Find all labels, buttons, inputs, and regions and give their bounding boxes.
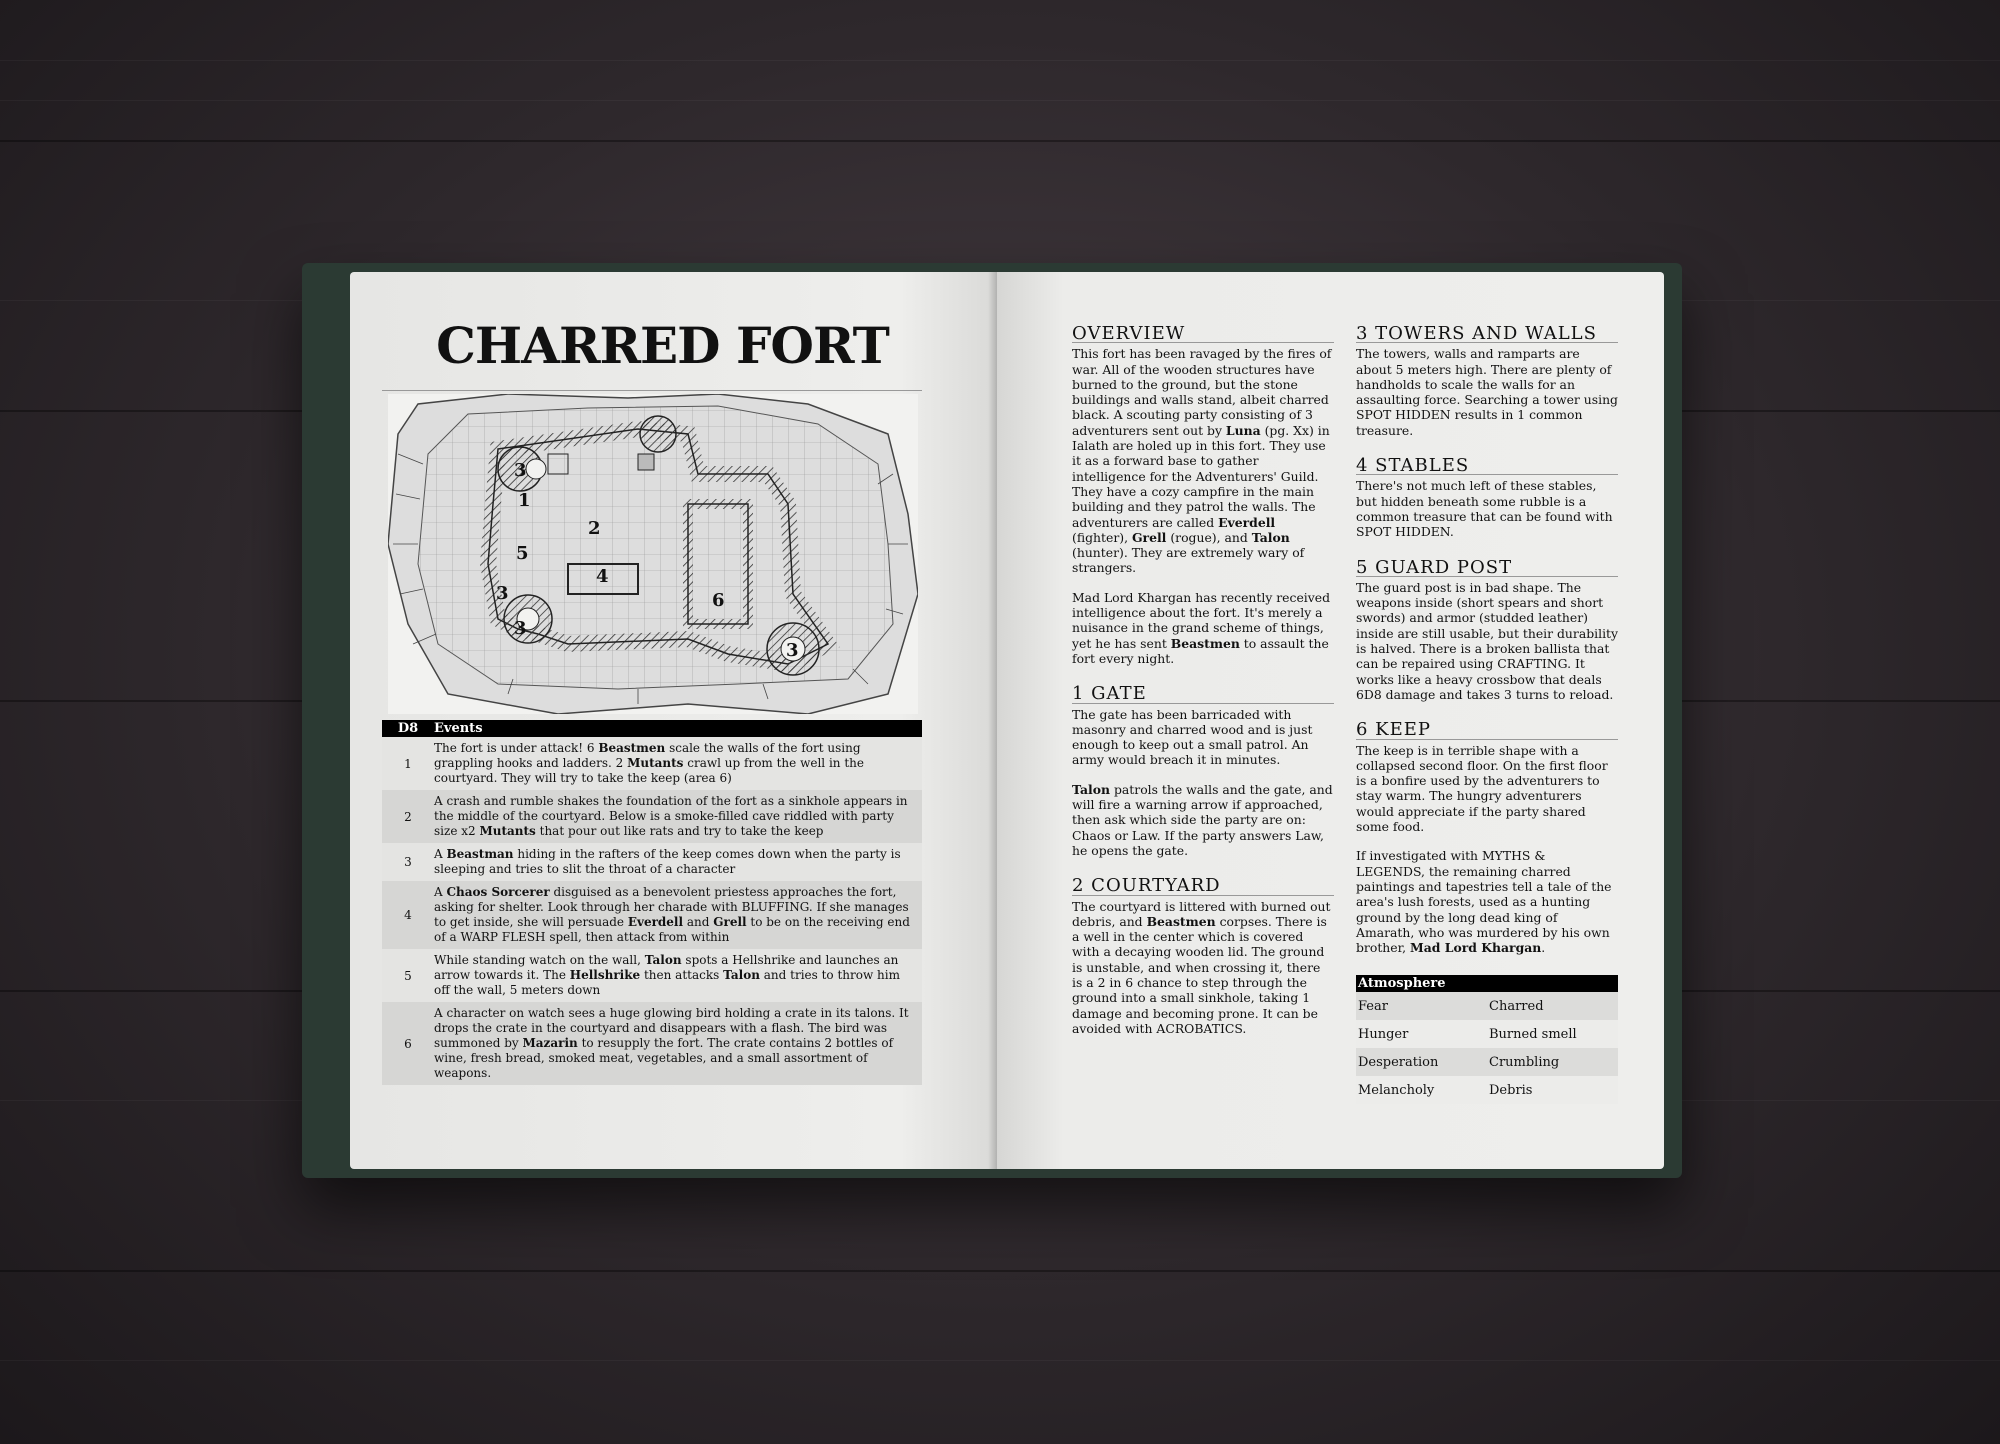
bold-name: Talon — [723, 968, 760, 982]
bold-name: Beastmen — [598, 741, 666, 755]
atmosphere-sense: Charred — [1489, 998, 1544, 1014]
events-table-header — [382, 720, 922, 737]
event-text: The fort is under attack! 6 Beastmen scale the walls of the fort using grappling hooks and ladders. 2 Mutants crawl up from the well in the courtyard. They will try to take the keep (area 6) — [434, 741, 864, 785]
map-label: 6 — [712, 590, 725, 611]
bold-name: Mazarin — [522, 1036, 578, 1050]
event-text: A crash and rumble shakes the foundation of the fort as a sinkhole appears in the middle of the courtyard. Below is a smoke-filled cave riddled with party size x2 Mutants that pour out like rats and try to take the keep — [434, 794, 908, 838]
section-heading: 3 TOWERS AND WALLS — [1356, 326, 1618, 343]
header-events: Events — [434, 721, 483, 736]
bold-name: Everdell — [627, 915, 684, 929]
section-stables — [1356, 455, 1618, 540]
courtyard-paragraph: The courtyard is littered with burned out debris, and Beastmen corpses. There is a well in the center which is covered with a decaying wooden lid. The ground is unstable, and when crossing it, there is a 2 in 6 chance to step through the ground into a small sinkhole, taking 1 damage and becoming prone. It can be avoided with ACROBATICS. — [1072, 898, 1331, 1036]
towers-paragraph: The towers, walls and ramparts are about 5 meters high. There are plenty of handholds to scale the walls for an assaulting force. Searching a tower using SPOT HIDDEN results in 1 common treasure. — [1356, 346, 1618, 438]
guard-post-paragraph: The guard post is in bad shape. The weapons inside (short spears and short swords) and armor (studded leather) inside are still usable, but their durability is halved. There is a broken ballista that can be repaired using CRAFTING. It works like a heavy crossbow that deals 6D8 damage and takes 3 turns to reload. — [1356, 579, 1619, 702]
gate-paragraph-1: The gate has been barricaded with masonry and charred wood and is just enough to keep out a small patrol. An army would breach it in minutes. — [1072, 706, 1313, 768]
bold-name: Talon — [644, 953, 682, 967]
atmosphere-sense: Burned smell — [1489, 1026, 1577, 1042]
section-heading: 1 GATE — [1072, 686, 1334, 703]
section-heading: 6 KEEP — [1356, 722, 1618, 739]
section-guard-post — [1356, 556, 1619, 703]
section-towers — [1356, 323, 1618, 438]
map-label: 1 — [518, 490, 531, 511]
map-label: 3 — [786, 640, 799, 661]
keep-paragraph-2: If investigated with MYTHS & LEGENDS, the remaining charred paintings and tapestries tell a tale of the area's lush forests, used as a hunting ground by the long dead king of Amarath, who was murdered by his own brother, Mad Lord Khargan. — [1356, 848, 1612, 956]
table-row — [1356, 1076, 1618, 1104]
map-label: 3 — [514, 618, 527, 639]
map-label: 3 — [514, 460, 527, 481]
map-label: 4 — [596, 566, 609, 587]
table-row — [382, 843, 922, 881]
bold-name: Mutants — [479, 824, 536, 838]
bold-name: Beastman — [446, 847, 514, 861]
table-row — [382, 1002, 922, 1085]
atmosphere-feeling: Desperation — [1358, 1054, 1439, 1070]
bold-name: Mutants — [627, 756, 684, 770]
bold-name: Talon — [1072, 781, 1111, 797]
section-heading: 4 STABLES — [1356, 458, 1618, 475]
stables-paragraph: There's not much left of these stables, but hidden beneath some rubble is a common treasure that can be found with SPOT HIDDEN. — [1356, 478, 1613, 540]
event-number: 4 — [404, 908, 412, 922]
event-number: 5 — [404, 968, 412, 983]
right-page — [997, 272, 1664, 1169]
bold-name: Grell — [1131, 529, 1167, 545]
fort-map — [388, 394, 918, 714]
atmosphere-feeling: Fear — [1358, 998, 1388, 1014]
section-overview — [1072, 323, 1334, 666]
bold-name: Hellshrike — [569, 968, 641, 982]
table-row — [382, 790, 922, 843]
table-row — [382, 949, 922, 1002]
atmosphere-sense: Crumbling — [1489, 1054, 1560, 1070]
bold-name: Beastmen — [1170, 635, 1240, 651]
event-number: 6 — [404, 1036, 412, 1051]
atmosphere-sense: Debris — [1489, 1082, 1533, 1098]
table-row — [1356, 992, 1618, 1020]
header-d8: D8 — [397, 721, 419, 736]
bold-name: Everdell — [1218, 514, 1276, 530]
left-page — [350, 272, 997, 1169]
section-courtyard — [1072, 875, 1334, 1036]
atmosphere-feeling: Hunger — [1358, 1026, 1409, 1042]
atmosphere-feeling: Melancholy — [1358, 1082, 1435, 1098]
atmosphere-header: Atmosphere — [1356, 975, 1618, 992]
table-row — [1356, 1048, 1618, 1076]
section-heading: 5 GUARD POST — [1356, 560, 1618, 577]
events-table — [382, 720, 922, 1085]
bold-name: Grell — [713, 915, 747, 929]
bold-name: Chaos Sorcerer — [446, 885, 550, 899]
event-text: A Beastman hiding in the rafters of the keep comes down when the party is sleeping and tries to slit the throat of a character — [434, 847, 901, 876]
column-right — [1356, 323, 1619, 1104]
bold-name: Talon — [1251, 529, 1290, 545]
bold-name: Beastmen — [1146, 913, 1216, 929]
atmosphere-table — [1356, 975, 1618, 1104]
keep-paragraph-1: The keep is in terrible shape with a collapsed second floor. On the first floor is a bonfire used by the adventurers to stay warm. The hungry adventurers would appreciate if the party shared some food. — [1356, 742, 1608, 835]
event-number: 3 — [404, 855, 412, 869]
overview-paragraph-2: Mad Lord Khargan has recently received intelligence about the fort. It's merely a nuisance in the grand scheme of things, yet he has sent Beastmen to assault the fort every night. — [1072, 589, 1331, 666]
map-label: 2 — [588, 518, 601, 539]
map-label: 3 — [496, 583, 509, 604]
table-row — [1356, 1020, 1618, 1048]
event-text: A Chaos Sorcerer disguised as a benevolent priestess approaches the fort, asking for shelter. Look through her charade with BLUFFING. If she manages to get inside, she will persuade Everdell and Grell to be on the receiving end of a WARP FLESH spell, then attack from within — [434, 885, 910, 944]
bold-name: Luna — [1225, 422, 1261, 438]
table-row — [382, 737, 922, 790]
section-heading: OVERVIEW — [1072, 326, 1334, 343]
title-divider — [382, 390, 922, 391]
section-heading: 2 COURTYARD — [1072, 878, 1334, 895]
table-row — [382, 881, 922, 949]
gate-paragraph-2: Talon patrols the walls and the gate, and will fire a warning arrow if approached, then ask which side the party are on: Chaos or Law. If the party answers Law, he opens the gate. — [1072, 781, 1333, 858]
overview-paragraph-1: This fort has been ravaged by the fires of war. All of the wooden structures have burned to the ground, but the stone buildings and walls stand, albeit charred black. A scouting party consisting of 3 adventurers sent out by Luna (pg. Xx) in Ialath are holed up in this fort. They use it as a forward base to gather intelligence for the Adventurers' Guild. They have a cozy campfire in the main building and they patrol the walls. The adventurers are called Everdell (fighter), Grell (rogue), and Talon (hunter). They are extremely wary of strangers. — [1072, 346, 1332, 576]
event-number: 2 — [404, 809, 412, 824]
section-gate — [1072, 683, 1334, 858]
event-text: A character on watch sees a huge glowing bird holding a crate in its talons. It drops the crate in the courtyard and disappears with a flash. The bird was summoned by Mazarin to resupply the fort. The crate contains 2 bottles of wine, fresh bread, smoked meat, vegetables, and a small assortment of weapons. — [434, 1006, 909, 1080]
event-text: While standing watch on the wall, Talon spots a Hellshrike and launches an arrow towards it. The Hellshrike then attacks Talon and tries to throw him off the wall, 5 meters down — [434, 953, 901, 997]
map-label: 5 — [516, 543, 529, 564]
section-keep — [1356, 719, 1618, 956]
bold-name: Mad Lord Khargan — [1410, 940, 1542, 956]
event-number: 1 — [404, 756, 412, 771]
column-left — [1072, 323, 1334, 1056]
page-title: CHARRED FORT — [436, 316, 889, 375]
